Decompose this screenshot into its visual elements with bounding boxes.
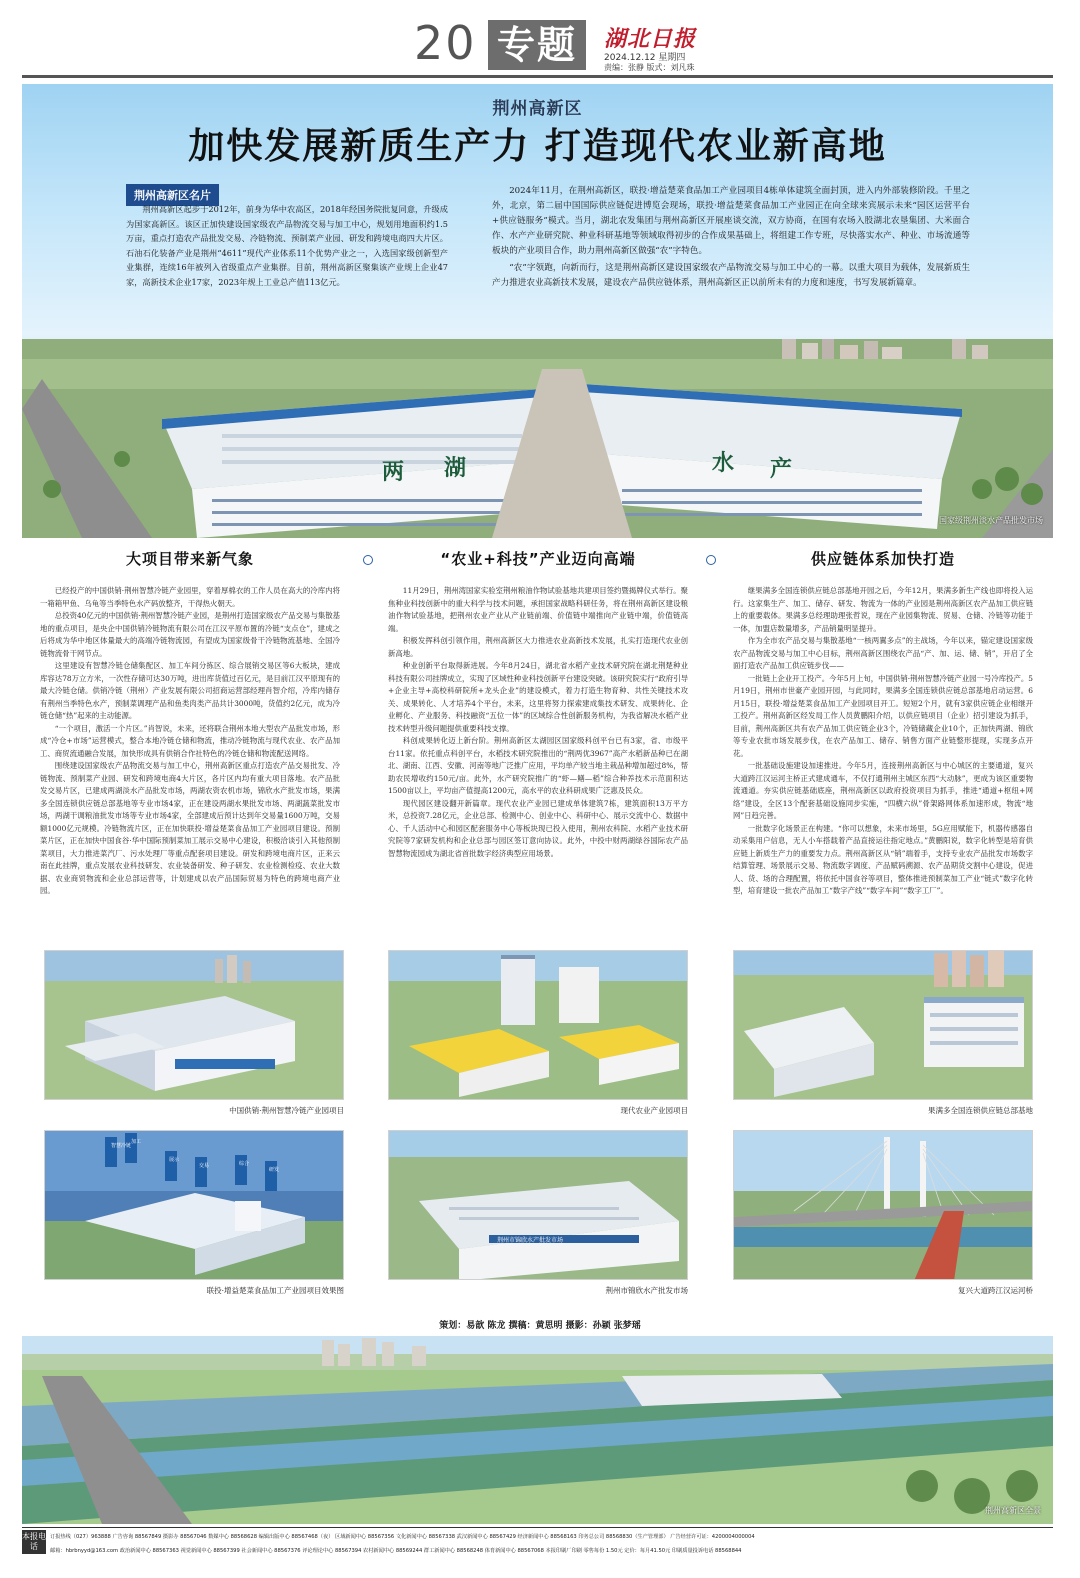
article-column <box>388 548 688 860</box>
footer-contacts <box>22 1527 1053 1571</box>
footer-line: 邮箱：hbrbnyyd@163.com 政治新闻中心 88567363 视觉新闻中心 88567399 社会新闻中心 88567376 评论理论中心 88567394 农村新闻中心 88569244 群工新闻中心 88568248 体育新闻中心 88567068 本报印刷厂印刷 零售每份 1.50元 定价：每月41.50元 印刷质量投诉电话 88568844 <box>50 1548 742 1554</box>
photo-caption: 复兴大道跨江汉运河桥 <box>958 1286 1033 1295</box>
supply-chain-base-photo <box>733 950 1033 1100</box>
paragraph: 作为全市农产品交易与集散基地“一核两翼多点”的主战场，今年以来，锚定建设国家级农产品物流交易与加工中心目标，荆州高新区围绕农产品“产、加、运、储、销”，开启了全面打造农产品加工供应链步伐—— <box>733 636 1033 670</box>
column-headline: “农业+科技”产业迈向高端 <box>440 550 636 568</box>
footer-tag: 本报电话 <box>22 1530 46 1554</box>
article-column <box>40 548 340 898</box>
photo-caption: 荆州市锦欣水产批发市场 <box>605 1286 688 1295</box>
paragraph: 围绕建设国家级农产品物流交易与加工中心，荆州高新区重点打造农产品交易批发、冷链物流、预制菜产业园、研发和跨境电商4大片区，各片区内均有重大项目落地。农产品批发交易片区，已建成两湖淡水产品批发市场，两湖农资农机市场，锦欣水产批发市场，果满多全国连锁供应链总部基地等专业市场4家，正在建设两湖水果批发市场、两湖蔬菜批发市场，两湖干调粮油批发市场等专业市场4家，全部建成后预计达到年交易量1600万吨，交易额1000亿元规模。冷链物流片区，正在加快联投·增益楚菜食品加工产业园项目建设。预制菜片区，正在加快中国食谷·华中国际预制菜加工展示交易中心建设，积极洽谈引入其他预制菜项目，大力推进菜汽厂、污水处理厂等重点配套项目建设。研发和跨境电商片区，正来云南在此挂牌，重点发展农业科技研发、农业装备研发、种子研发、农业检测检疫、农业大数据、农业商贸物流和企业总部运营等，计划建成以农产品国际贸易为特色的跨境电商产业园。 <box>40 761 340 895</box>
tag-label: 展示 <box>169 1157 180 1163</box>
zone-panorama-photo <box>22 1336 1053 1524</box>
tag-label: 交易 <box>199 1163 210 1169</box>
tag-label: 研发 <box>269 1167 280 1173</box>
food-park-rendering-photo <box>44 1130 344 1280</box>
newspaper-logo: 湖北日报 <box>604 26 697 52</box>
tag-label: 综合 <box>239 1161 250 1167</box>
column-body <box>40 585 340 898</box>
section-name: 专题 <box>488 20 586 70</box>
lead-paragraph: “农”字领跑，向新而行，这是荆州高新区建设国家级农产品物流交易与加工中心的一幕。以重大项目为载体，发展新质生产力推进农业高新技术发展，建设农产品供应链体系，荆州高新区正以前所未有的力度和速度，书写发展新篇章。 <box>492 263 970 288</box>
tag-label: 加工 <box>131 1139 142 1145</box>
paragraph: “一个项目，激活一个片区。”肖智说，未来，还将联合荆州本地大型农产品批发市场，形成“冷仓+市场”运营模式，整合本地冷链仓储和物流，推动冷链物流与现代农业、农产品加工、商贸流通融合发展，加快形成具有供销合作社特色的冷链仓储和物流配送网络。 <box>40 723 340 758</box>
column-divider-dot <box>363 555 373 565</box>
bridge-photo <box>733 1130 1033 1280</box>
paragraph: 科创成果转化迈上新台阶。荆州高新区太湖园区国家级科创平台已有3家，省、市级平台11家。依托重点科创平台，水稻技术研究院推出的“荆两优3967”高产水稻新品种已在湖北、湖南、江西、安徽、河南等地广泛推广应用，平均单产较当地主栽品种增加超过8%，帮助农民增收约150元/亩。此外，水产研究院推广的“虾—鳝—稻”综合种养技术示范面积达1500亩以上，平均亩产值提高1200元，高水平的农业科研成果广泛惠及民众。 <box>388 736 688 795</box>
column-headline: 大项目带来新气象 <box>125 550 254 568</box>
paragraph: 种业创新平台取得新进展。今年8月24日，湖北省水稻产业技术研究院在湖北荆楚种业科技有限公司挂牌成立，实现了区域性种业科技创新平台建设突破。该研究院实行“政府引导+企业主导+高校科研院所+龙头企业”的建设模式，着力打造生物育种、共性关键技术攻关、成果转化、人才培养4个平台，未来，这里将努力探索建成集技术研发、成果转化、企业孵化、产业服务、科技融资“五位一体”的区域综合性创新服务机构，为我省解决水稻产业技术转型升级问题提供重要科技支撑。 <box>388 661 688 733</box>
tag-label: 智慧冷链 <box>111 1143 132 1149</box>
column-body <box>733 585 1033 898</box>
masthead-rule <box>22 75 1053 78</box>
paragraph: 一批链上企业开工投产。今年5月上旬，中国供销·荆州智慧冷链产业园一号冷库投产。5月19日，荆州市世豪产业园开园，与此同时，果满多全国连锁供应链总部基地启动运营。6月15日，联投·增益楚菜食品加工产业园项目开工。短短2个月，就有3家供应链企业相继开工投产。荆州高新区经发局工作人员黄鹏阳介绍，以供应链项目（企业）招引建设为抓手，目前，荆州高新区共有农产品加工供应链企业3个，冷链储藏企业10个，正加快两湖、锦欣等专业农批市场发展步伐，在农产品加工、储存、销售方面产业链整形提现，实现多点开花。 <box>733 673 1034 758</box>
photo-caption: 现代农业产业园项目 <box>620 1106 688 1115</box>
paragraph: 继果满多全国连锁供应链总部基地开园之后，今年12月，果满多新生产线也即将投入运行。这家集生产、加工、储存、研发、物流为一体的产业园是荆州高新区农产品加工供应链上的重要载体。果满多总经理助理张哲说，现在产业园集物流、贸易、仓储、冷链等功能于一体，加盟店数量增多，产品销量明显提升。 <box>733 586 1033 633</box>
lead-paragraph: 2024年11月，在荆州高新区，联投·增益楚菜食品加工产业园项目4栋单体建筑全面封顶，进入内外部装修阶段。千里之外，北京，第二届中国国际供应链促进博览会现场，联投·增益楚菜食品加工产业园正在向全球来宾展示未来“园区运营平台+供应链服务”模式。当月，湖北农发集团与荆州高新区开展座谈交流，双方协商，在国有农场入股湖北农垦集团、大米面合作、水产产业研究院、种业科研基地等领域取得初步的合作成果基础上，将组建工作专班，尽快落实水产、种业、市场流通等板块的产业项目合作，助力荆州高新区做强“农”字特色。 <box>492 186 970 256</box>
photo-caption: 中国供销·荆州智慧冷链产业园项目 <box>229 1106 344 1115</box>
photo-caption: 联投·增益楚菜食品加工产业园项目效果图 <box>206 1286 344 1295</box>
cold-chain-park-photo <box>44 950 344 1100</box>
paragraph: 一批基础设施建设加速推进。今年5月，连接荆州高新区与中心城区的主要通道，复兴大道跨江汉运河主桥正式建成通车，不仅打通荆州主城区东西“大动脉”，更成为该区重要物流通道。夯实供应链基础底座，荆州高新区以政府投资项目为抓手，推进“通道+枢纽+网络”建设，全区13个配套基础设施同步实施，“四横六纵”骨架路网体系加速形成，物流“地网”日趋完善。 <box>733 761 1033 820</box>
agri-park-photo <box>388 950 688 1100</box>
market-aerial-photo <box>22 339 1053 538</box>
lead-article <box>492 184 970 293</box>
building-sign: 两 <box>382 459 405 485</box>
paragraph: 现代园区建设翻开新篇章。现代农业产业园已建成单体建筑7栋，建筑面积13万平方米，总投资7.28亿元，企业总部、检测中心、创业中心、科研中心、展示交流中心、数据中心、千人活动中心和园区配套服务中心等板块现已投入使用，荆州农科院、水稻产业技术研究院等7家研发机构和企业总部与园区签订意向协议。此外，中投中财两湖绿谷国际农产品智慧物流园成为湖北省首批数字经济典型应用场景。 <box>388 798 688 858</box>
seafood-market-photo <box>388 1130 688 1280</box>
market-sign: 荆州市锦欣水产批发市场 <box>497 1237 564 1244</box>
column-headline: 供应链体系加快打造 <box>810 550 955 568</box>
paragraph: 一批数字化场景正在构建。“你可以想象，未来市场里，5G应用赋能下，机器传感器自动采集用户信息，无人小车搭载着产品直接运往指定地点。”黄鹏阳说，数字化转型是培育供应链上新质生产力的重要发力点。荆州高新区从“销”端着手，支持专业农产品批发市场数字结算管理、场景展示交易、物流数字调度、产品赋码溯源、农产品期货交割中心建设，促进人、货、场的合理配置，将依托中国食谷等项目，整体推进预制菜加工产业“链式”数字化转型，培育建设一批农产品加工“数字产线”“数字车间”“数字工厂”。 <box>733 823 1033 895</box>
hero-banner <box>22 84 1053 538</box>
building-sign: 产 <box>770 456 793 482</box>
paragraph: 11月29日，荆州湾国家实验室荆州粮油作物试验基地共建项目签约暨揭牌仪式举行。聚焦种业科技创新中的重大科学与技术问题，承担国家战略科研任务，将在荆州高新区建设粮油作物试验基地，把荆州农业产业从产业链前端、价值链中端推向产业链中端，价值链高端。 <box>388 586 688 633</box>
intro-text: 荆州高新区起步于2012年，前身为华中农高区，2018年经国务院批复同意，升级成为国家高新区。该区正加快建设国家级农产品物流交易与加工中心，规划用地面积约1.5万亩，重点打造农产品批发交易、冷链物流、预制菜产业园、研发和跨境电商四大片区。石油石化装备产业是荆州“4611”现代产业体系11个优势产业之一，入选国家级创新型产业集群，连续16年被列入省级重点产业集群。目前，荆州高新区聚集该产业规上企业47家，高新技术企业17家，2023年规上工业总产值113亿元。 <box>126 204 448 287</box>
column-body <box>388 585 688 860</box>
page-number: 20 <box>414 16 477 70</box>
paragraph: 总投资40亿元的中国供销·荆州智慧冷链产业园，是荆州打造国家级农产品交易与集散基地的重点项目，是央企中国供销冷链物流有限公司在江汉平原布置的冷链“支点仓”，建成之后将成为华中地区体量最大的高端冷链物流园，有望成为国家级骨干冷链物流基地、全国冷链物流骨干网节点。 <box>40 611 341 658</box>
photo-caption: 果满多全国连锁供应链总部基地 <box>928 1106 1033 1115</box>
article-credits: 策划：易歆 陈龙 撰稿：黄思明 摄影：孙颖 张梦瑶 <box>439 1321 641 1331</box>
paragraph: 已经投产的中国供销·荆州智慧冷链产业园里，穿着厚棉衣的工作人员在高大的冷库内将一箱箱甲鱼、乌龟等当季特色水产码放整齐，干得热火朝天。 <box>40 586 340 608</box>
publication-date: 2024.12.12 星期四 <box>604 53 686 63</box>
hero-photo-caption: 国家级荆州淡水产品批发市场 <box>939 516 1043 525</box>
building-sign: 水 <box>712 450 735 476</box>
hero-kicker: 荆州高新区 <box>492 99 583 119</box>
building-sign: 湖 <box>444 455 467 481</box>
main-headline: 加快发展新质生产力 打造现代农业新高地 <box>188 126 887 167</box>
panorama-caption: 荆州高新区全景 <box>985 1506 1041 1515</box>
paragraph: 积极发挥科创引领作用，荆州高新区大力推进农业高新技术发展，扎实打造现代农业创新高地。 <box>388 636 688 658</box>
paragraph: 这里建设有智慧冷链仓储集配区、加工车间分拣区、综合展销交易区等6大板块，建成库容达78万立方米，一次性存储可达30万吨，进出库货值过百亿元，是目前江汉平原现有的最大冷链仓储。供销冷链（荆州）产业发展有限公司招商运营部经理肖智介绍，冷库内储存有荆州当季特色水产，预制菜调理产品和鱼类肉类产品共计3000吨，货值约2亿元，成为冷链仓储“热”起来的主动能源。 <box>40 661 340 720</box>
intro-label: 荆州高新区名片 <box>126 184 219 206</box>
editor-credits: 责编：张静 版式：刘凡珠 <box>604 63 695 72</box>
column-divider-dot <box>706 555 716 565</box>
article-column <box>733 548 1033 898</box>
footer-line: 订报热线（027）963888 广告咨询 88567849 摄影办 88567046 数媒中心 88568628 编辑出版中心 88567468（夜） 区域新闻中心 88567356 文化新闻中心 88567338 武汉新闻中心 88567429 经济新闻中心 88568163 印务总公司 88568830（生产管理部） 广告经营许可证：4200004000004 <box>50 1534 755 1540</box>
masthead <box>0 0 1080 80</box>
